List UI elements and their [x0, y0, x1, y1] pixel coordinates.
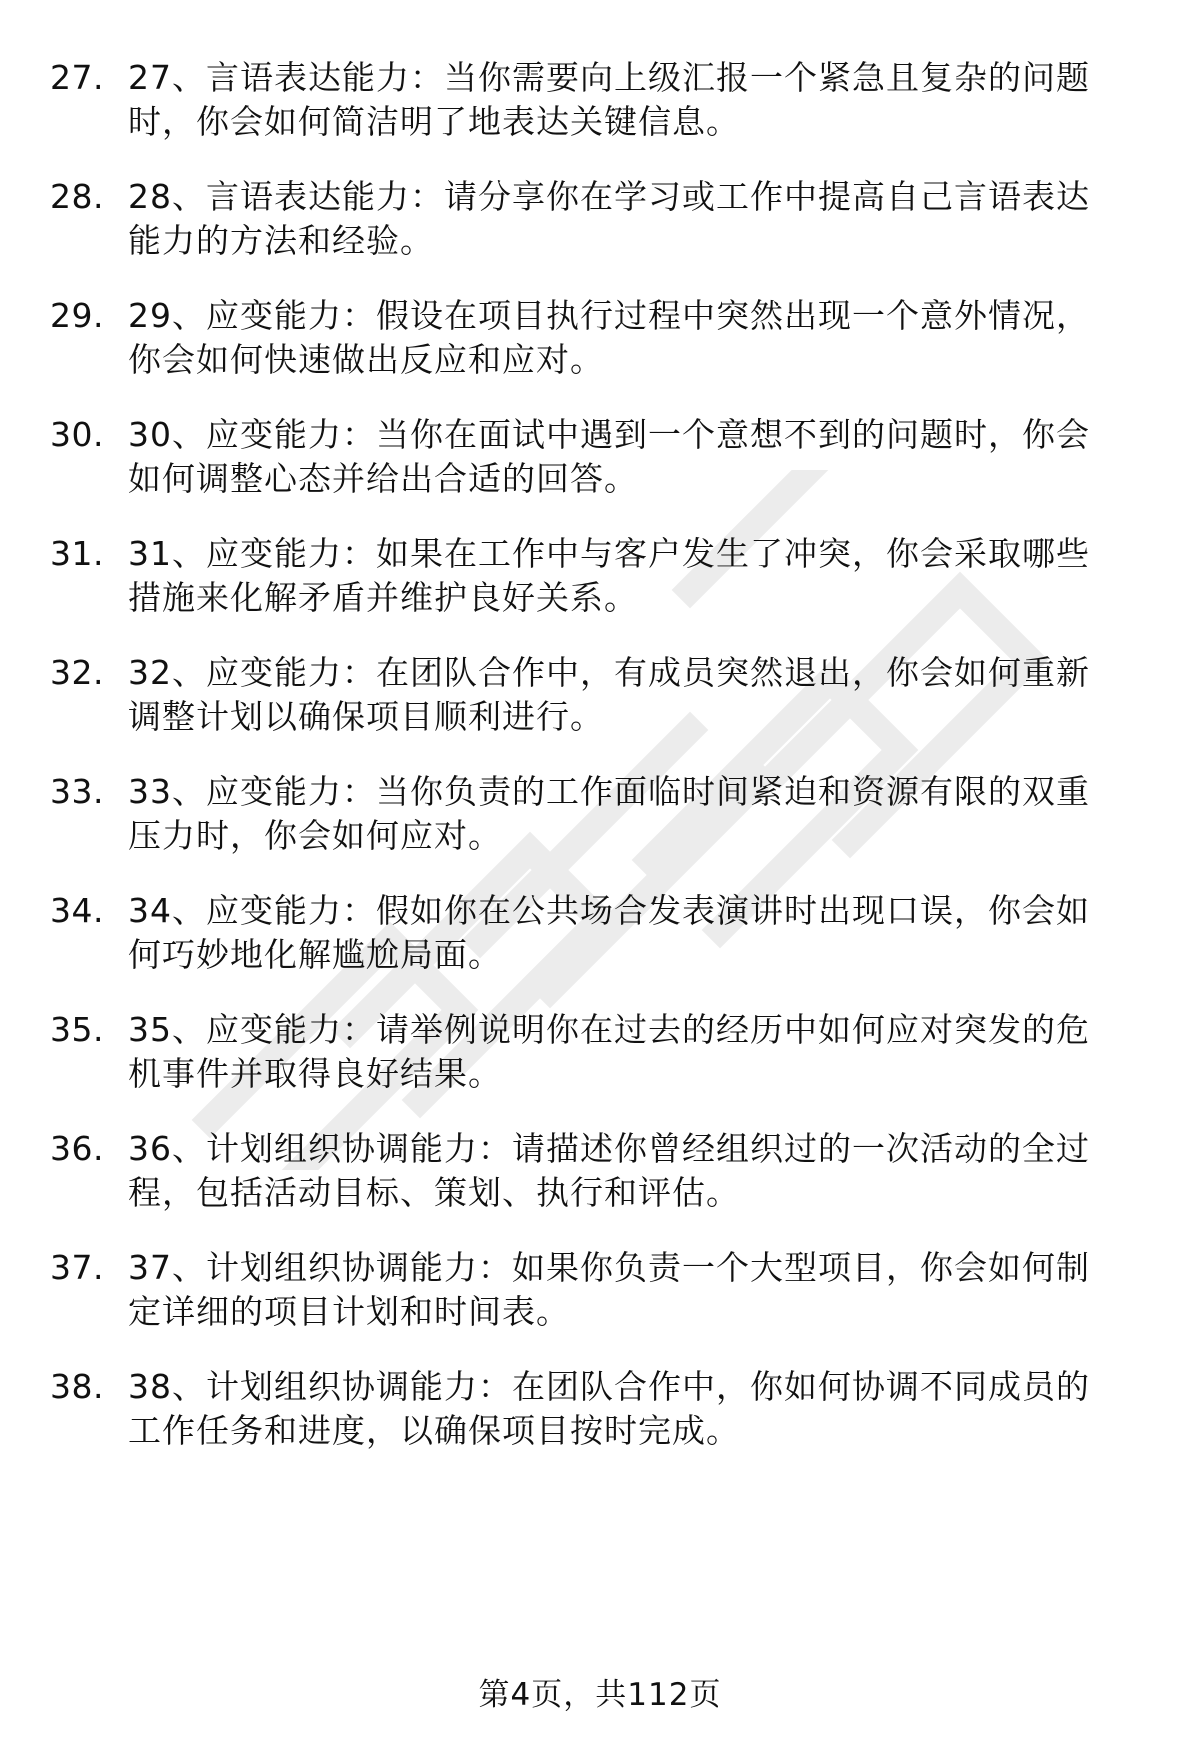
- page-footer: 第4页，共112页: [478, 1677, 722, 1713]
- item-text: [128, 532, 1200, 620]
- item-line: 压力时，你会如何应对。: [128, 816, 502, 855]
- item-line: 29、应变能力：假设在项目执行过程中突然出现一个意外情况，: [128, 296, 1090, 335]
- item-text: [128, 1365, 1200, 1453]
- item-line: 31、应变能力：如果在工作中与客户发生了冲突，你会采取哪些: [128, 534, 1090, 573]
- item-number: 38.: [50, 1367, 104, 1406]
- item-number: 28.: [50, 177, 104, 216]
- item-number: 30.: [50, 415, 104, 454]
- item-number: 31.: [50, 534, 104, 573]
- item-text: [128, 1127, 1200, 1215]
- item-line: 36、计划组织协调能力：请描述你曾经组织过的一次活动的全过: [128, 1129, 1090, 1168]
- item-line: 37、计划组织协调能力：如果你负责一个大型项目，你会如何制: [128, 1248, 1090, 1287]
- item-number: 37.: [50, 1248, 104, 1287]
- item-line: 定详细的项目计划和时间表。: [128, 1292, 570, 1331]
- item-number: 36.: [50, 1129, 104, 1168]
- item-line: 28、言语表达能力：请分享你在学习或工作中提高自己言语表达: [128, 177, 1090, 216]
- item-text: [128, 56, 1200, 144]
- item-text: [128, 889, 1200, 977]
- item-number: 29.: [50, 296, 104, 335]
- item-text: [128, 294, 1200, 382]
- item-line: 工作任务和进度，以确保项目按时完成。: [128, 1411, 740, 1450]
- item-text: [128, 413, 1200, 501]
- item-number: 32.: [50, 653, 104, 692]
- item-line: 如何调整心态并给出合适的回答。: [128, 459, 638, 498]
- item-line: 32、应变能力：在团队合作中，有成员突然退出，你会如何重新: [128, 653, 1090, 692]
- item-text: [128, 770, 1200, 858]
- item-number: 35.: [50, 1010, 104, 1049]
- item-text: [128, 1246, 1200, 1334]
- item-number: 34.: [50, 891, 104, 930]
- item-line: 时，你会如何简洁明了地表达关键信息。: [128, 102, 740, 141]
- item-line: 27、言语表达能力：当你需要向上级汇报一个紧急且复杂的问题: [128, 58, 1090, 97]
- item-line: 何巧妙地化解尴尬局面。: [128, 935, 502, 974]
- item-line: 34、应变能力：假如你在公共场合发表演讲时出现口误，你会如: [128, 891, 1090, 930]
- item-line: 调整计划以确保项目顺利进行。: [128, 697, 604, 736]
- item-text: [128, 175, 1200, 263]
- item-line: 30、应变能力：当你在面试中遇到一个意想不到的问题时，你会: [128, 415, 1090, 454]
- item-line: 机事件并取得良好结果。: [128, 1054, 502, 1093]
- item-line: 能力的方法和经验。: [128, 221, 434, 260]
- item-line: 33、应变能力：当你负责的工作面临时间紧迫和资源有限的双重: [128, 772, 1090, 811]
- item-line: 措施来化解矛盾并维护良好关系。: [128, 578, 638, 617]
- item-line: 你会如何快速做出反应和应对。: [128, 340, 604, 379]
- item-number: 27.: [50, 58, 104, 97]
- item-text: [128, 1008, 1200, 1096]
- item-number: 33.: [50, 772, 104, 811]
- item-line: 38、计划组织协调能力：在团队合作中，你如何协调不同成员的: [128, 1367, 1090, 1406]
- item-text: [128, 651, 1200, 739]
- item-line: 程，包括活动目标、策划、执行和评估。: [128, 1173, 740, 1212]
- item-line: 35、应变能力：请举例说明你在过去的经历中如何应对突发的危: [128, 1010, 1090, 1049]
